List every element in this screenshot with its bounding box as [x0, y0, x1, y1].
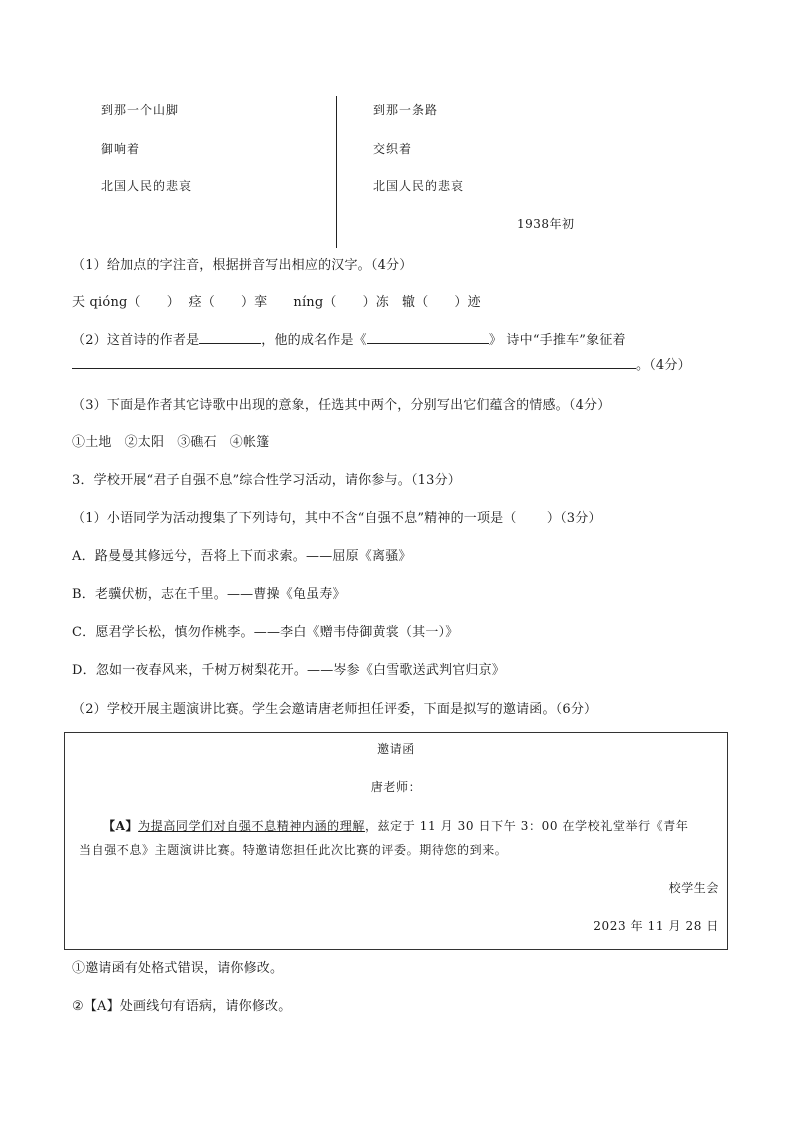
poem-right-line-2: 交织着: [373, 142, 413, 156]
poem-divider: [336, 96, 337, 248]
invitation-letter: [64, 732, 728, 950]
section-3-title: 3．学校开展“君子自强不息”综合性学习活动，请你参与。（13分）: [72, 473, 462, 488]
question-3-prompt: （3）下面是作者其它诗歌中出现的意象，任选其中两个，分别写出它们蕴含的情感。（4分）: [72, 398, 611, 413]
question-1-line: 天 qióng（ ） 痉（ ）挛 níng（ ）冻 辙（ ）迹: [72, 295, 481, 310]
question-3-options: ①土地 ②太阳 ③礁石 ④帐篷: [72, 435, 270, 450]
letter-body-line-2: 当自强不息》主题演讲比赛。特邀请您担任此次比赛的评委。期待您的到来。: [79, 843, 508, 857]
question-1-prompt: （1）给加点的字注音，根据拼音写出相应的汉字。（4分）: [72, 258, 413, 273]
question-2-line: [72, 329, 626, 348]
letter-greeting: 唐老师：: [370, 780, 422, 794]
poem-right-line-3: 北国人民的悲哀: [373, 179, 465, 193]
poem-date: 1938年初: [517, 217, 575, 231]
poem-left-line-2: 御响着: [101, 142, 141, 156]
poem-right-line-1: 到那一条路: [373, 103, 439, 117]
author-blank[interactable]: [199, 331, 261, 344]
letter-body-line-1: [103, 817, 688, 834]
question-2-part3: 》 诗中“手推车”象征着: [488, 333, 626, 348]
letter-signature: 校学生会: [668, 881, 719, 895]
question-2-part1: （2）这首诗的作者是: [72, 333, 200, 348]
letter-underlined-sentence: 为提高同学们对自强不息精神内涵的理解: [138, 819, 365, 833]
question-2-end: 。（4分）: [636, 358, 691, 373]
poem-left-line-1: 到那一个山脚: [101, 103, 180, 117]
letter-body-1: ，兹定于 11 月 30 日下午 3：00 在学校礼堂举行《青年: [364, 819, 689, 833]
question-2-part2: ，他的成名作是《: [261, 333, 367, 348]
letter-marker: 【A】: [103, 819, 139, 833]
letter-title: 邀请函: [377, 742, 415, 756]
letter-date: 2023 年 11 月 28 日: [593, 919, 719, 933]
choice-c: C．愿君学长松，慎勿作桃李。——李白《赠韦侍御黄裳（其一）》: [72, 625, 459, 640]
task-2: ②【A】处画线句有语病，请你修改。: [72, 999, 292, 1014]
poem-left-line-3: 北国人民的悲哀: [101, 179, 193, 193]
symbol-blank[interactable]: [72, 356, 636, 369]
choice-b: B．老骥伏枥，志在千里。——曹操《龟虽寿》: [72, 587, 346, 602]
task-1: ①邀请函有处格式错误，请你修改。: [72, 961, 284, 976]
choice-a: A．路曼曼其修远兮，吾将上下而求索。——屈原《离骚》: [72, 549, 412, 564]
work-blank[interactable]: [367, 331, 489, 344]
section-3-sub1: （1）小语同学为活动搜集了下列诗句，其中不含“自强不息”精神的一项是（ ）（3分）: [72, 511, 602, 526]
choice-d: D．忽如一夜春风来，千树万树梨花开。——岑参《白雪歌送武判官归京》: [72, 663, 506, 678]
section-3-sub2: （2）学校开展主题演讲比赛。学生会邀请唐老师担任评委，下面是拟写的邀请函。（6分）: [72, 702, 598, 717]
question-2-line-2: [72, 354, 691, 373]
